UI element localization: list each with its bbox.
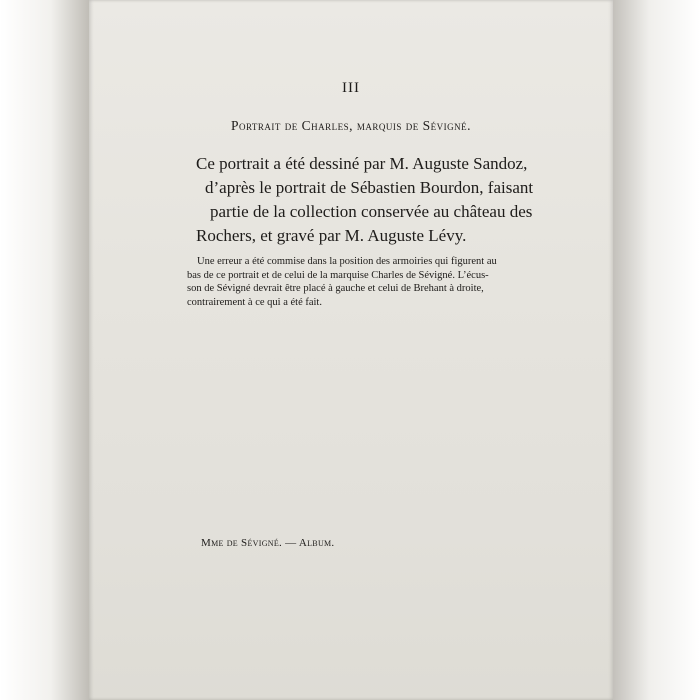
footnote-paragraph	[187, 255, 527, 309]
note-line: contrairement à ce qui a été fait.	[187, 296, 322, 308]
note-line: Une erreur a été commise dans la position des armoiries qui figurent au	[197, 256, 497, 267]
page-title: Portrait de Charles, marquis de Sévigné.	[230, 118, 472, 133]
note-line: son de Sévigné devrait être placé à gauche et celui de Brehant à droite,	[187, 283, 484, 295]
body-line: Rochers, et gravé par M. Auguste Lévy.	[196, 226, 467, 245]
left-background	[0, 0, 92, 700]
note-line: bas de ce portrait et de celui de la marquise Charles de Sévigné. L’écus-	[187, 269, 489, 281]
book-page	[89, 0, 613, 700]
body-paragraph	[196, 152, 534, 248]
right-background	[608, 0, 700, 700]
body-line: partie de la collection conservée au château des	[210, 202, 533, 221]
body-line: Ce portrait a été dessiné par M. Auguste Sandoz,	[196, 154, 528, 173]
plate-numeral: III	[342, 80, 360, 96]
body-line: d’après le portrait de Sébastien Bourdon, faisant	[205, 178, 534, 197]
page-footer: Mme de Sévigné. — Album.	[201, 537, 335, 549]
